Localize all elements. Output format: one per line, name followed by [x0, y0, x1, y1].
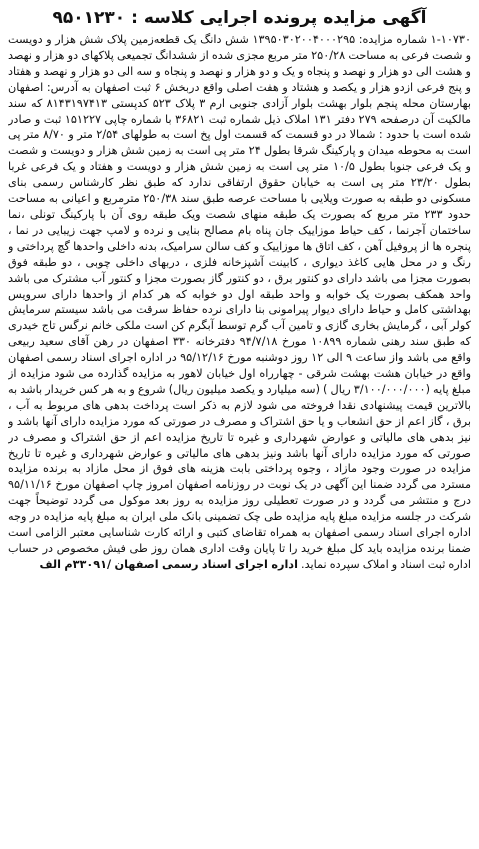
- notice-title: آگهی مزایده پرونده اجرایی کلاسه : ۹۵۰۱۲۳۰: [52, 8, 427, 28]
- notice-paragraph: ۱-۱۰۷۳۰ شماره مزایده: ۱۳۹۵۰۳۰۲۰۰۴۰۰۰۲۹۵ شش دانگ یک قطعه‌زمین پلاک شش هزار و دویست و شصت فرعی به مساحت ۲۵۰/۲۸ متر مربع مجزی شده از ششدانگ تجمیعی پلاکهای دو هزار و نهصد و هشت الی دو هزار و نهصد و پنجاه و یک و دو هزار و نهصد و پنجاه و سه الی دو هزار و نهصد و هفتاد و پنج فرعی ازدو هزار و یکصد و هشتاد و هفت اصلی واقع دربخش ۶ ثبت اصفهان به آدرس: اصفهان بهارستان محله پنجم بلوار بهشت بلوار آزادی جنوبی ارم ۳ پلاک ۵۲۳ کدپستی ۸۱۴۳۱۹۷۴۱۳ که سند مالکیت آن درصفحه ۲۷۹ دفتر ۱۳۱ املاک ذیل شماره ثبت ۳۶۸۲۱ با شماره چاپی ۱۵۱۲۲۷ ثبت و صادر شده است با حدود : شمالا در دو قسمت که قسمت اول پخ است به طولهای ۲/۵۴ متر و ۸/۷۰ متر پی است به محوطه میدان و پارکینگ شرقا بطول ۲۴ متر پی است به زمین شش هزار و دویست و شصت و یک فرعی جنوبا بطول ۱۰/۵ متر پی است به زمین شش هزار و دویست و هفتاد و یک فرعی غربا بطول ۲۳/۲۰ متر پی است به خیابان حقوق ارتفاقی ندارد که طبق نظر کارشناس رسمی بنای مسکونی دو طبقه به صورت ویلایی با مساحت عرصه طبق سند ۲۵۰/۳۸ مترمربع و اعیانی به مساحت حدود ۲۳۳ متر مربع که بصورت یک طبقه منهای شصت ویک طبقه روی آن با پارکینگ تونلی ،نما ساختمان آجرنما ، کف حیاط موزاییک جان پناه بام مصالح بنایی و نرده و لامپ جهت زیبایی در نما ، پنجره ها از پروفیل آهن ، کف اتاق ها موزاییک و کف سالن سرامیک، بدنه داخلی واحدها گچ پرداختی و رنگ و در محل هایی کاغذ دیواری ، کابینت آشپزخانه فلزی ، دربهای داخلی چوبی ، دو طبقه فوق بصورت مجزا می باشد دارای دو کنتور برق ، دو کنتور گاز بصورت مجزا و کنتور آب مشترک می باشد واحد همکف بصورت یک خوابه و واحد طبقه اول دو خوابه که هر کدام از واحدها دارای سرویس بهداشتی کامل و حیاط دارای دیوار پیرامونی بنا دارای نرده حفاظ سرقت می باشد سیستم سرمایش کولر آبی ، گرمایش بخاری گازی و تامین آب گرم توسط آبگرم کن است ملکی خانم نرگس تاج خیدری که طبق سند رهنی شماره ۱۰۸۹۹ مورخ ۹۴/۷/۱۸ دفترخانه ۳۳۰ اصفهان در رهن آقای سعید ربیعی واقع می باشد واز ساعت ۹ الی ۱۲ روز دوشنبه مورخ ۹۵/۱۲/۱۶ در اداره اجرای اسناد رسمی اصفهان واقع در خیابان هشت بهشت شرقی - چهارراه اول خیابان لاهور به مزایده گذارده می شود مزایده از مبلغ پایه (۳/۱۰۰/۰۰۰/۰۰۰ ریال ) (سه میلیارد و یکصد میلیون ریال) شروع و به هر کس خریدار باشد به بالاترین قیمت پیشنهادی نقدا فروخته می شود لازم به ذکر است پرداخت بدهی های مربوط به آب ، برق ، گاز اعم از حق انشعاب و یا حق اشتراک و مصرف در صورتی که مورد مزایده دارای آنها باشد و نیز بدهی های مالیاتی و عوارض شهرداری و غیره تا تاریخ مزایده اعم از حق اشتراک و مصرف در صورتی که مورد مزایده دارای آنها باشد ونیز بدهی های مالیاتی و عوارض شهرداری و غیره تا تاریخ مزایده در صورت وجود مازاد ، وجوه پرداختی بابت هزینه های فوق از محل مازاد به برنده مزایده مسترد می گردد ضمنا این آگهی در یک نوبت در روزنامه اصفهان امروز چاپ اصفهان مورخ ۹۵/۱۱/۱۶ درج و منتشر می گردد و در صورت تعطیلی روز مزایده به روز بعد موکول می گردد توضیحاً جهت شرکت در جلسه مزایده مبلغ پایه مزایده طی چک تضمینی بانک ملی ایران به مبلغ پایه مزایده در وجه اداره اجرای اسناد رسمی اصفهان به همراه تقاضای کتبی و ارائه کارت شناسایی معتبر الزامی است ضمنا برنده مزایده باید کل مبلغ خرید را تا پایان وقت اداری همان روز طی فیش مخصوص در حساب اداره ثبت اسناد و املاک سپرده نماید.: [8, 33, 471, 571]
- notice-signature: اداره اجرای اسناد رسمی اصفهان /۳۳۰۹۱م الف: [39, 557, 298, 571]
- notice-body: [8, 32, 471, 843]
